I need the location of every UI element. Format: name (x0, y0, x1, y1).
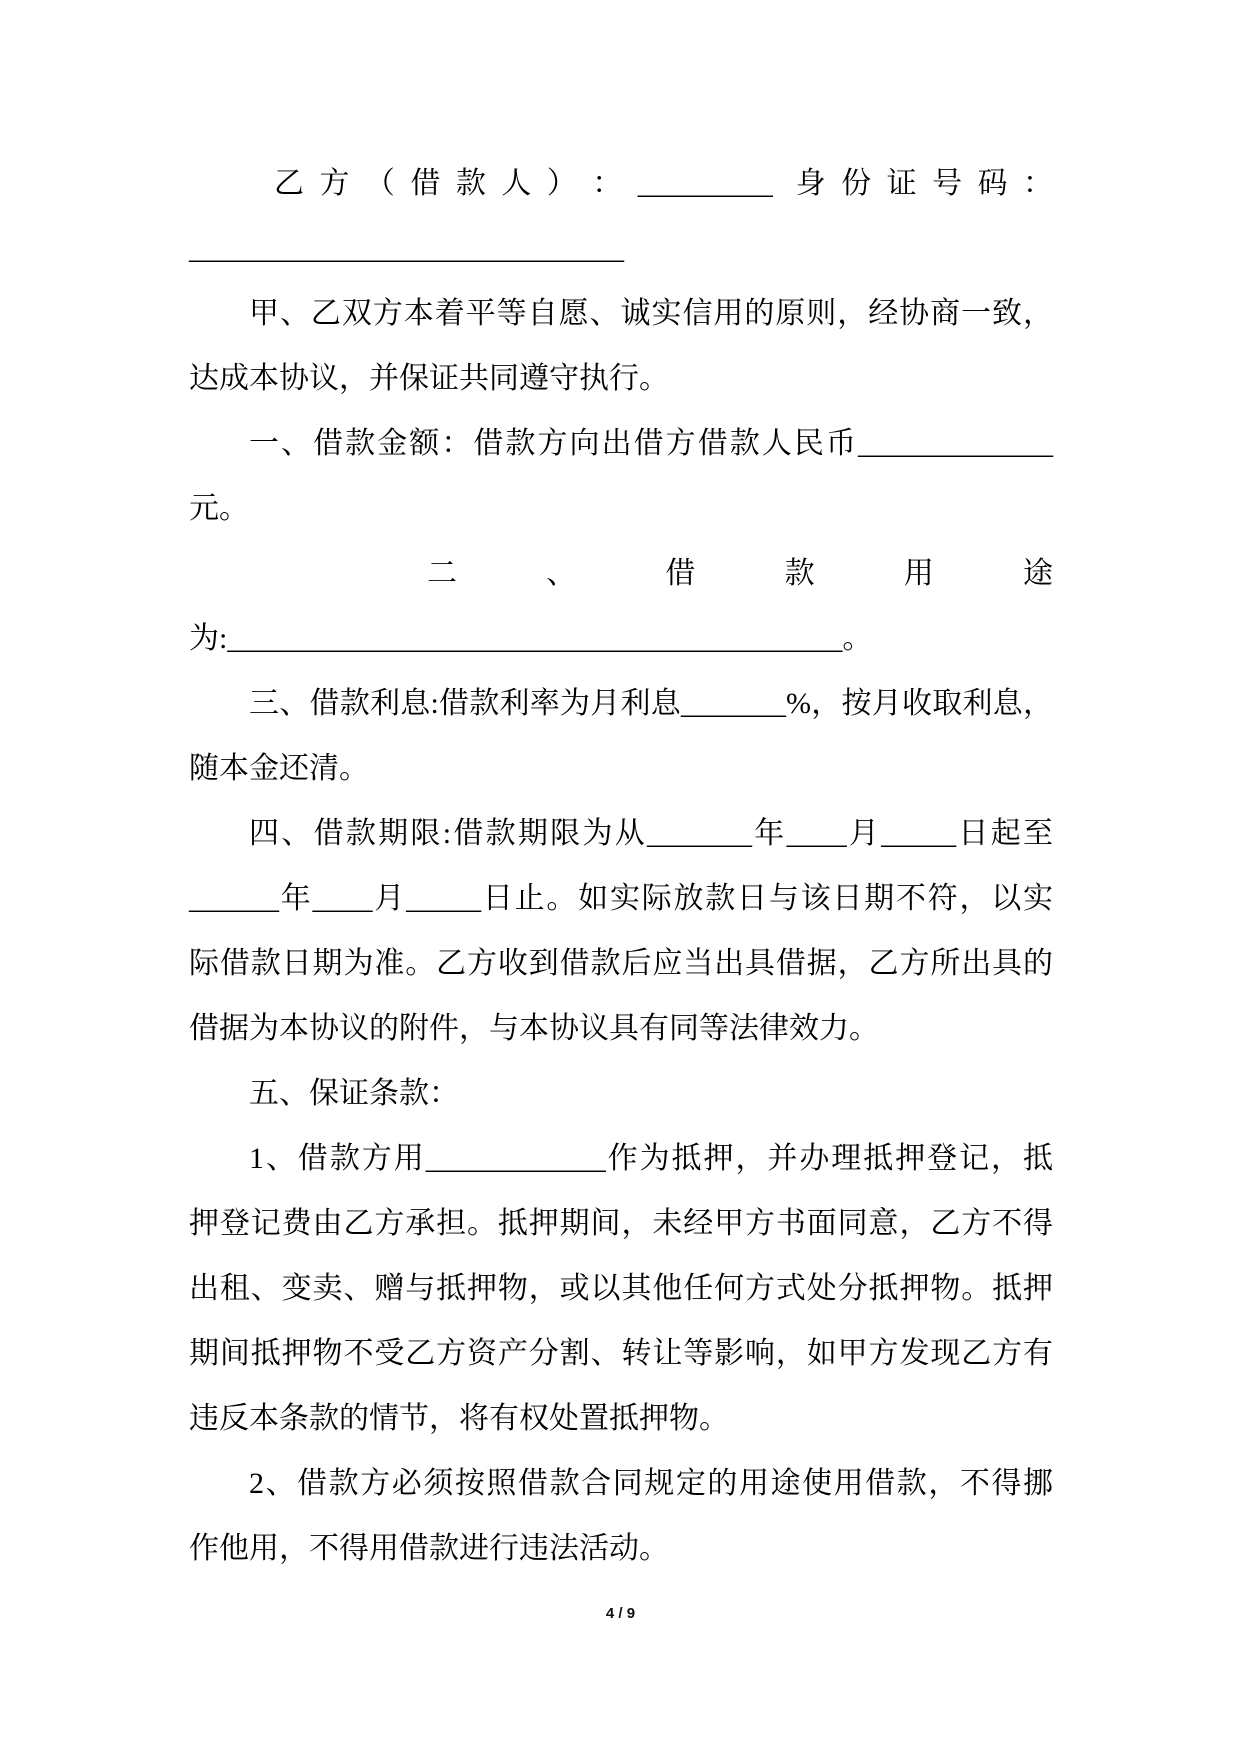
text-line: 为:_________________________________________。 (189, 622, 873, 655)
text-line: 三、借款利息:借款利率为月利息_______%，按月收取利息， (249, 687, 1053, 720)
text-line: 1、借款方用____________作为抵押，并办理抵押登记，抵 (249, 1142, 1053, 1175)
text-line: 甲、乙双方本着平等自愿、诚实信用的原则，经协商一致， (249, 297, 1053, 330)
text-line: 四、借款期限:借款期限为从_______年____月_____日起至 (249, 817, 1053, 850)
clause-3-loan-interest (189, 671, 1053, 801)
preamble-paragraph (189, 281, 1053, 411)
party-b-info-paragraph (189, 151, 1053, 281)
text-line: 乙方（借款人）：_________ 身份证号码： (274, 167, 1053, 200)
text-line: 违反本条款的情节，将有权处置抵押物。 (189, 1402, 729, 1435)
page-number: 4 / 9 (605, 1605, 636, 1622)
text-line: _____________________________ (189, 232, 624, 265)
text-line: 元。 (189, 492, 249, 525)
clause-5-guarantee-heading (189, 1061, 1053, 1126)
text-line: 际借款日期为准。乙方收到借款后应当出具借据，乙方所出具的 (189, 947, 1053, 980)
text-line: 出租、变卖、赠与抵押物，或以其他任何方式处分抵押物。抵押 (189, 1272, 1053, 1305)
guarantee-item-2-loan-use (189, 1451, 1053, 1581)
document-body (189, 151, 1053, 1581)
guarantee-item-1-collateral (189, 1126, 1053, 1451)
text-line: 期间抵押物不受乙方资产分割、转让等影响，如甲方发现乙方有 (189, 1337, 1053, 1370)
clause-1-loan-amount (189, 411, 1053, 541)
text-line: 一、借款金额：借款方向出借方借款人民币_____________ (249, 427, 1053, 460)
text-line: 2、借款方必须按照借款合同规定的用途使用借款，不得挪 (249, 1467, 1053, 1500)
text-line: 五、保证条款： (249, 1077, 459, 1110)
text-line: 押登记费由乙方承担。抵押期间，未经甲方书面同意，乙方不得 (189, 1207, 1053, 1240)
text-line: ______年____月_____日止。如实际放款日与该日期不符，以实 (189, 882, 1053, 915)
text-line: 二、借款用途 (427, 557, 1053, 590)
text-line: 借据为本协议的附件，与本协议具有同等法律效力。 (189, 1012, 879, 1045)
text-line: 随本金还清。 (189, 752, 369, 785)
text-line: 达成本协议，并保证共同遵守执行。 (189, 362, 669, 395)
text-line: 作他用，不得用借款进行违法活动。 (189, 1532, 669, 1565)
clause-2-loan-purpose (189, 541, 1053, 671)
clause-4-loan-term (189, 801, 1053, 1061)
